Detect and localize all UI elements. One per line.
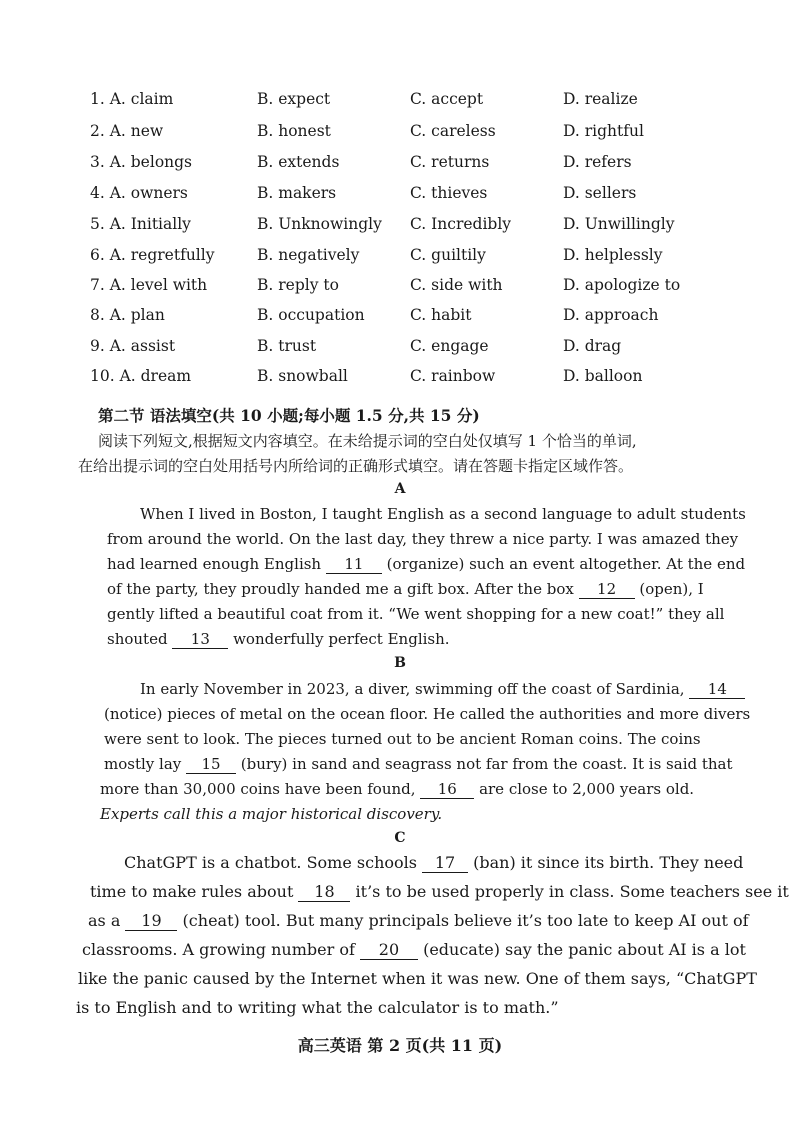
passage-line: is to English and to writing what the calculator is to math.” (76, 998, 559, 1017)
instructions-line: 在给出提示词的空白处用括号内所给词的正确形式填空。请在答题卡指定区域作答。 (78, 457, 634, 475)
option-a: 7. A. level with (90, 276, 208, 294)
blank-14[interactable]: 14 (689, 682, 745, 699)
option-d: D. balloon (563, 367, 643, 385)
option-c: C. thieves (410, 184, 488, 202)
section-title: 第二节 语法填空(共 10 小题;每小题 1.5 分,共 15 分) (98, 406, 480, 425)
option-c: C. engage (410, 337, 489, 355)
option-b: B. snowball (257, 367, 348, 385)
option-b: B. occupation (257, 306, 365, 324)
option-a: 8. A. plan (90, 306, 165, 324)
passage-line: gently lifted a beautiful coat from it. “We went shopping for a new coat!” they all (107, 605, 725, 623)
line-text: had learned enough English (107, 555, 326, 573)
line-text: (ban) it since its birth. They need (468, 853, 744, 872)
blank-13[interactable]: 13 (172, 632, 228, 649)
passage-line (88, 911, 749, 931)
option-a: 2. A. new (90, 122, 164, 140)
option-d: D. helplessly (563, 246, 663, 264)
passage-line (140, 680, 745, 699)
option-a: 3. A. belongs (90, 153, 193, 171)
option-d: D. rightful (563, 122, 644, 140)
option-a: 6. A. regretfully (90, 246, 215, 264)
option-d: D. refers (563, 153, 632, 171)
passage-line (90, 882, 789, 902)
passage-line: Experts call this a major historical discovery. (100, 805, 443, 823)
passage-line (107, 555, 745, 574)
line-text: (educate) say the panic about AI is a lot (417, 940, 746, 959)
passage-b-label: B (394, 655, 406, 671)
blank-17[interactable]: 17 (422, 855, 468, 873)
option-d: D. approach (563, 306, 659, 324)
line-text: shouted (107, 630, 173, 648)
passage-line: from around the world. On the last day, they threw a nice party. I was amazed they (107, 530, 739, 548)
option-a: 5. A. Initially (90, 215, 191, 233)
option-c: C. Incredibly (410, 215, 512, 233)
passage-line (124, 853, 743, 873)
instructions-line: 阅读下列短文,根据短文内容填空。在未给提示词的空白处仅填写 1 个恰当的单词, (98, 432, 637, 450)
blank-19[interactable]: 19 (125, 913, 177, 931)
passage-line: were sent to look. The pieces turned out to be ancient Roman coins. The coins (104, 730, 701, 748)
option-c: C. side with (410, 276, 503, 294)
option-a: 4. A. owners (90, 184, 188, 202)
passage-line (104, 755, 733, 774)
passage-line (82, 940, 746, 960)
line-text: ChatGPT is a chatbot. Some schools (124, 853, 423, 872)
option-d: D. realize (563, 90, 638, 108)
option-c: C. rainbow (410, 367, 496, 385)
option-b: B. honest (257, 122, 331, 140)
option-d: D. drag (563, 337, 622, 355)
line-text: (bury) in sand and seagrass not far from the coast. It is said that (236, 755, 733, 773)
line-text: classrooms. A growing number of (82, 940, 360, 959)
passage-line (107, 630, 450, 649)
option-c: C. accept (410, 90, 484, 108)
passage-line: like the panic caused by the Internet when it was new. One of them says, “ChatGPT (78, 969, 757, 988)
line-text: wonderfully perfect English. (228, 630, 450, 648)
blank-18[interactable]: 18 (298, 884, 350, 902)
line-text: (open), I (634, 580, 704, 598)
option-b: B. extends (257, 153, 340, 171)
option-c: C. returns (410, 153, 490, 171)
passage-line (107, 580, 704, 599)
option-c: C. guiltily (410, 246, 486, 264)
blank-16[interactable]: 16 (420, 782, 474, 799)
line-text: (organize) such an event altogether. At the end (381, 555, 746, 573)
passage-line (100, 780, 694, 799)
option-d: D. Unwillingly (563, 215, 675, 233)
option-c: C. careless (410, 122, 496, 140)
line-text: In early November in 2023, a diver, swimming off the coast of Sardinia, (140, 680, 690, 698)
option-b: B. negatively (257, 246, 360, 264)
line-text: time to make rules about (90, 882, 299, 901)
blank-15[interactable]: 15 (186, 757, 236, 774)
option-b: B. reply to (257, 276, 339, 294)
option-b: B. makers (257, 184, 337, 202)
option-a: 1. A. claim (90, 90, 174, 108)
blank-20[interactable]: 20 (360, 942, 418, 960)
blank-12[interactable]: 12 (579, 582, 635, 599)
passage-a-label: A (394, 481, 406, 497)
line-text: of the party, they proudly handed me a gift box. After the box (107, 580, 579, 598)
line-text: (cheat) tool. But many principals believe it’s too late to keep AI out of (177, 911, 749, 930)
option-d: D. sellers (563, 184, 637, 202)
option-a: 10. A. dream (90, 367, 192, 385)
option-b: B. expect (257, 90, 331, 108)
line-text: it’s to be used properly in class. Some teachers see it (350, 882, 789, 901)
passage-line: (notice) pieces of metal on the ocean floor. He called the authorities and more divers (104, 705, 751, 723)
option-d: D. apologize to (563, 276, 681, 294)
page-footer: 高三英语 第 2 页(共 11 页) (297, 1036, 503, 1055)
passage-line: When I lived in Boston, I taught English as a second language to adult students (140, 505, 746, 523)
line-text: mostly lay (104, 755, 187, 773)
line-text: are close to 2,000 years old. (474, 780, 695, 798)
option-b: B. trust (257, 337, 317, 355)
option-b: B. Unknowingly (257, 215, 382, 233)
blank-11[interactable]: 11 (326, 557, 382, 574)
line-text: as a (88, 911, 126, 930)
line-text: more than 30,000 coins have been found, (100, 780, 421, 798)
option-a: 9. A. assist (90, 337, 176, 355)
passage-c-label: C (394, 830, 406, 846)
option-c: C. habit (410, 306, 472, 324)
